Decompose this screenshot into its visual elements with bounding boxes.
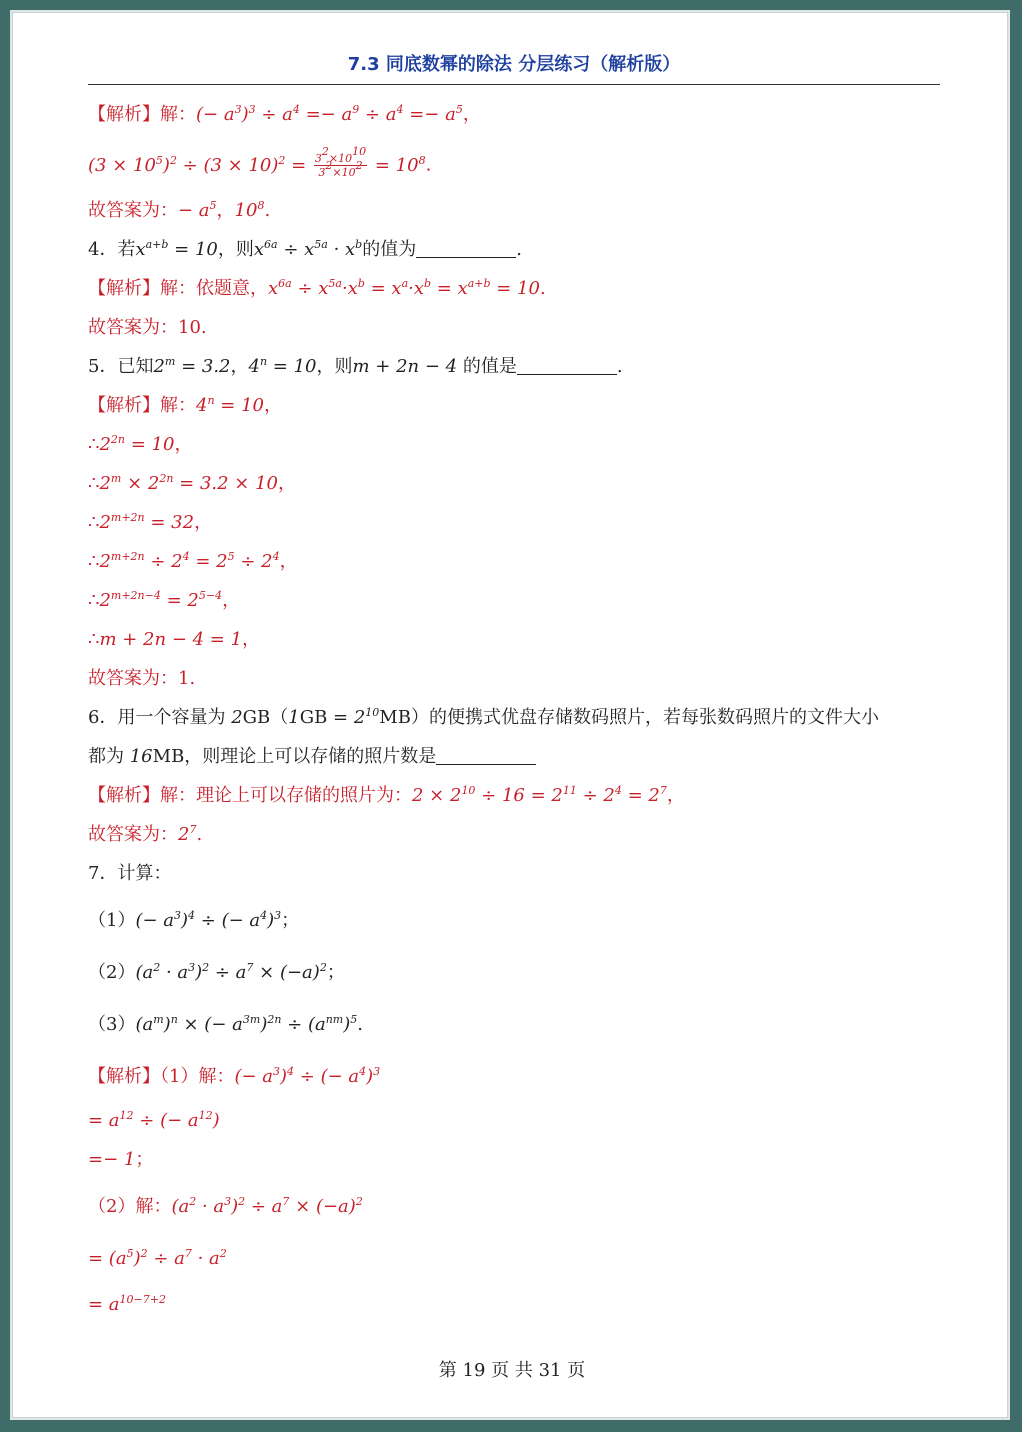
text-line: $(2)(a^2 \cdot a^3)^2 \div a^7 \times (-a)^2$； xyxy=(88,961,345,983)
text-line: $\therefore 2^{m+2n} \div 2^4 = 2^5 \div 2^4$， xyxy=(88,550,298,572)
text-line: =− 1； xyxy=(88,1149,154,1170)
text-line: $\therefore 2^{2n} = 10$， xyxy=(88,433,193,455)
text-line: $(3 \times 10^5)^2 \div (3 \times 10)^2$ = $\frac{3^2\times 10^{10}}{3^2\times 10^2}$ = $10^8$. xyxy=(88,145,432,179)
text-line: $\therefore 2^m \times 2^{2n} = 3.2 \times 10$， xyxy=(88,472,297,494)
page-number: 第 19 页 共 31 页 xyxy=(438,1360,586,1381)
text-line: $(1)(- a^3)^4$ ÷ (− $a^4)^3$； xyxy=(88,909,300,931)
text-line: = $a^{10-7+2}$ xyxy=(88,1293,166,1315)
text-line: 【解析】（1）解：(− $a^3)^4$ ÷ (− $a^4)^3$ xyxy=(88,1065,381,1087)
header-divider xyxy=(88,84,940,85)
text-line: 【解析】解：依题意，$x^{6a} \div x^{5a}\cdot x^b = x^a\cdot x^b = x^{a+b} = 10$. xyxy=(88,277,546,299)
text-line: 5．已知$2^m = 3.2$，$4^n = 10$，则m + 2n − 4 的值是 . xyxy=(88,355,623,377)
text-line: 故答案为：1. xyxy=(88,668,196,689)
text-line: $\therefore 2^{m+2n-4} = 2^{5-4}$， xyxy=(88,589,241,611)
text-line: 【解析】解：$4^n = 10$， xyxy=(88,394,282,416)
text-line: $(3)(a^m)^n$ × (− $a^{3m})^{2n} \div (a^{nm})^5$. xyxy=(88,1013,363,1035)
text-line: 故答案为：$2^7$. xyxy=(88,823,203,845)
answer-blank xyxy=(517,356,617,375)
text-line: 故答案为：− $a^5$，$10^8$. xyxy=(88,199,271,221)
text-line: 【解析】解：理论上可以存储的照片为：$2 \times 2^{10} \div 16 = 2^{11} \div 2^4 = 2^7$， xyxy=(88,784,685,806)
text-line: 7．计算： xyxy=(88,863,172,884)
text-line: 4．若$x^{a+b} = 10$，则$x^{6a} \div x^{5a} \cdot x^b$的值为 . xyxy=(88,238,522,260)
text-line: 【解析】解：(− $a^3)^3 \div a^4 =- a^9 \div a^4 =- a^5$， xyxy=(88,103,481,125)
text-line: （2）解：$(a^2 \cdot a^3)^2 \div a^7 \times (-a)^2$ xyxy=(88,1195,363,1217)
text-line: $\therefore 2^{m+2n} = 32$， xyxy=(88,511,213,533)
text-line: 都为 16MB，则理论上可以存储的照片数是 xyxy=(88,744,948,770)
text-line: = $a^{12}$ ÷ (− $a^{12}$) xyxy=(88,1109,220,1131)
answer-blank xyxy=(416,239,516,258)
text-line: 故答案为：10. xyxy=(88,317,207,338)
answer-blank xyxy=(436,746,536,765)
text-line: ∴m + 2n − 4 = 1， xyxy=(88,629,261,650)
page-title: 7.3 同底数幂的除法 分层练习（解析版） xyxy=(347,54,681,75)
page xyxy=(10,10,1010,1420)
text-line: = $(a^5)^2 \div a^7 \cdot a^2$ xyxy=(88,1247,227,1269)
text-line: 6．用一个容量为 $2GB(1GB = 2^{10}MB)$的便携式优盘存储数码照片，若每张数码照片的文件大小 xyxy=(88,706,879,728)
